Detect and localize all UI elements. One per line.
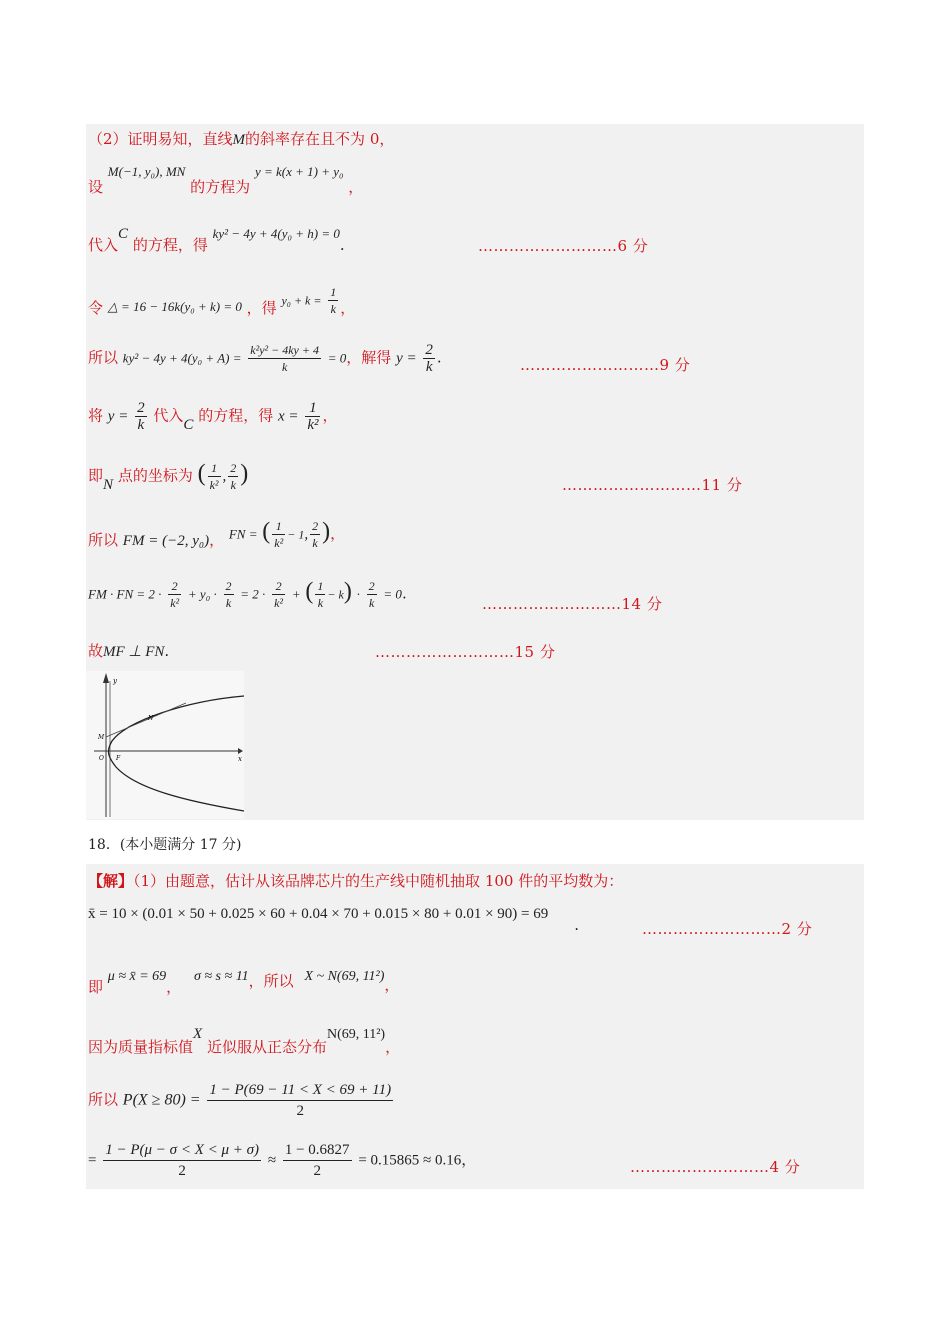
q18-line-2: x̄ = 10 × (0.01 × 50 + 0.025 × 60 + 0.04 × 70 + 0.015 × 80 + 0.01 × 90) = 69. (88, 906, 580, 934)
label-x: x (238, 755, 242, 763)
q18-title: 18．(本小题满分 17 分) (88, 837, 242, 853)
p2-line-4: 令 △ = 16 − 16k(y₀ + k) = 0 ，得 y₀ + k = $\frac{1}{k}$ ， (88, 285, 356, 317)
label-y: y (113, 677, 117, 685)
p2-line-9: FM · FN = 2 · $\frac{2}{\text{k²}}$ + y₀ · $\frac{2}{k}$ = 2 · $\frac{2}{\text{k²}}$ + ( $\frac{1}{k}$ − k) · $\frac{2}{k}$ = 0. (88, 578, 407, 610)
p2-line-6: 将 y = $\frac{2}{k}$ 代入C 的方程，得 x = $\frac{1}{\text{k²}}$ ， (88, 400, 338, 433)
score-14: ………………………14 分 (482, 595, 663, 613)
q18-line-1: 【解】（1）由题意，估计从该品牌芯片的生产线中随机抽取 100 件的平均数为： (88, 872, 624, 890)
p2-line-5: 所以 ky² − 4y + 4(y₀ + A) = $\frac{\text{k²y² − 4ky + 4}}{k}$ = 0，解得 y = $\frac{2}{k}$ . (88, 342, 442, 375)
score-2: ………………………2 分 (642, 920, 813, 938)
q18-line-6: = $\frac{1 - P(\mu - \sigma < X < \mu + \sigma)}{2}$ ≈ $\frac{1 - 0.6827}{2}$ = 0.15865 ≈ 0.16， (88, 1142, 477, 1179)
label-n: N (148, 715, 154, 722)
p2-line-3: 代入C 的方程，得 ky² − 4y + 4(y₀ + h) = 0. (88, 226, 345, 254)
p2-line-10: 故MF ⊥ FN. (88, 642, 170, 660)
label-m: M (98, 734, 105, 741)
score-11: ………………………11 分 (562, 476, 743, 494)
score-15: ………………………15 分 (375, 643, 556, 661)
p2-line-8: 所以 FM = (−2, y₀)， FN = ( $\frac{1}{\text{k²}}$ − 1, $\frac{2}{k}$ )， (88, 518, 346, 550)
label-f: F (116, 755, 121, 762)
score-6: ………………………6 分 (478, 237, 649, 255)
q18-line-3: 即 μ ≈ x̄ = 69， σ ≈ s ≈ 11，所以 X ~ N(69, 11²)， (88, 969, 400, 996)
p2-line-7: 即N 点的坐标为 ( $\frac{1}{\text{k²}}$ , $\frac{2}{k}$ ) (88, 460, 249, 493)
q18-line-5: 所以 P(X ≥ 80) = $\frac{1 - P(69 - 11 < X < 69 + 11)}{2}$ (88, 1082, 392, 1119)
p2-line-2: 设 M(−1, y₀), MN 的方程为 y = k(x + 1) + y₀ ， (88, 164, 364, 196)
score-4: ………………………4 分 (630, 1158, 801, 1176)
parabola-figure (86, 671, 244, 819)
p2-line-1: （2）证明易知，直线M的斜率存在且不为 0， (88, 130, 395, 148)
score-9: ………………………9 分 (520, 356, 691, 374)
label-o: O (99, 755, 104, 762)
q18-line-4: 因为质量指标值X 近似服从正态分布N(69, 11²)， (88, 1026, 401, 1056)
